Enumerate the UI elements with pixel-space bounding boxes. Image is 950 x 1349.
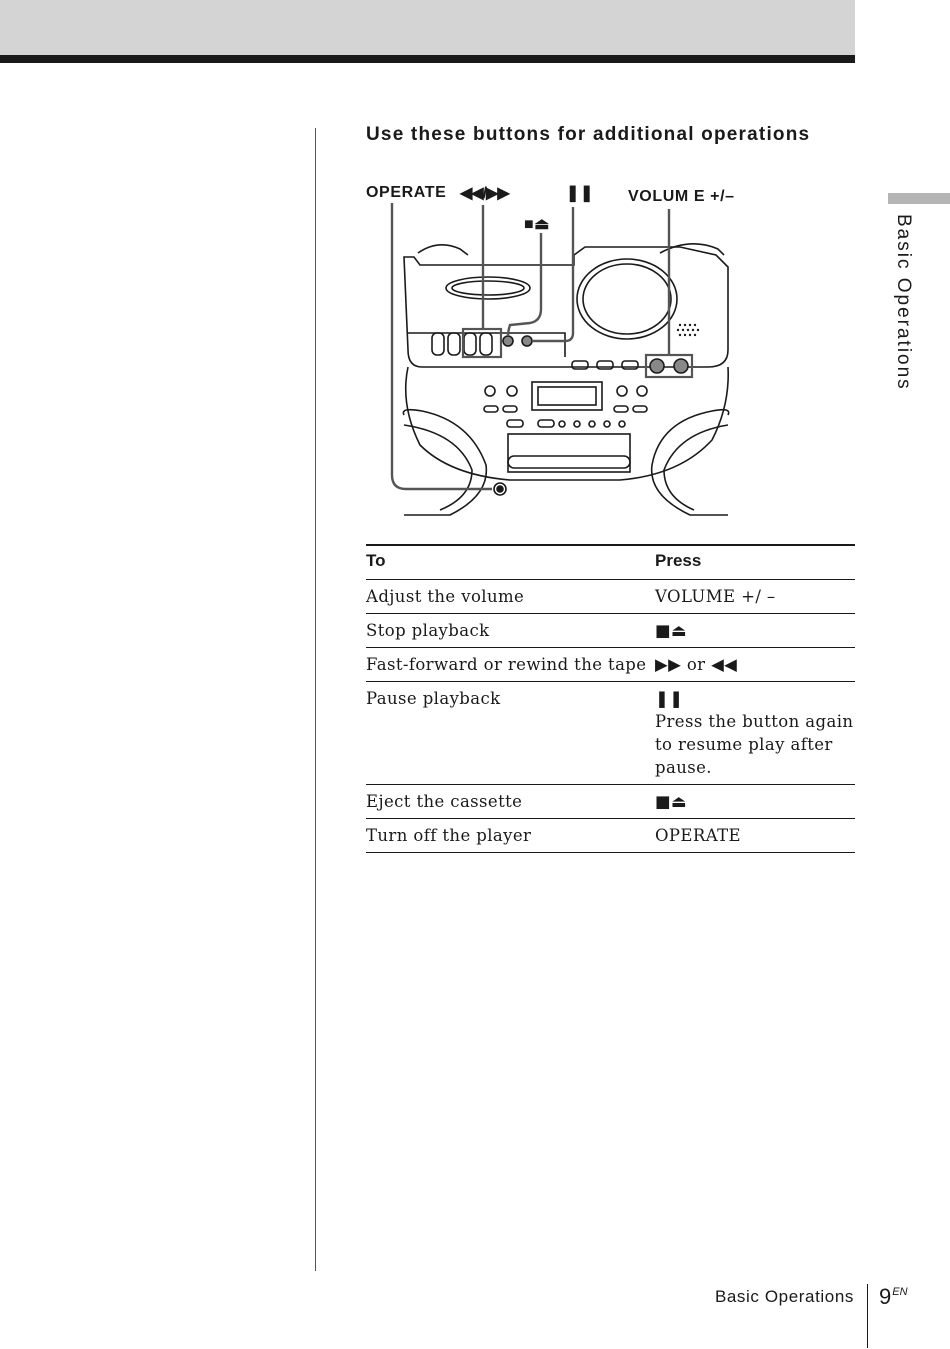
- row-to-cell: Adjust the volume: [366, 587, 525, 606]
- label-pause: ❚❚: [566, 185, 595, 202]
- header-press: Press: [655, 551, 702, 570]
- table-row: [366, 614, 855, 648]
- row-press-cell: [655, 682, 855, 785]
- header-band: [0, 0, 855, 55]
- row-press-cell: ■⏏: [655, 792, 687, 811]
- operations-table: [366, 544, 855, 853]
- pause-symbol: ❚❚: [655, 689, 684, 708]
- footer-section-label: Basic Operations: [714, 1287, 854, 1306]
- header-to: To: [366, 551, 386, 570]
- boombox-illustration-icon: [360, 175, 740, 525]
- section-tab-label: Basic Operations: [893, 214, 914, 391]
- table-row: [366, 648, 855, 682]
- label-stop-eject: ■⏏: [524, 216, 550, 233]
- row-press-cell: ▶▶ or ◀◀: [655, 655, 738, 674]
- row-press-cell: VOLUME +/ –: [655, 587, 776, 606]
- column-divider: [315, 128, 316, 1271]
- footer-divider: [867, 1284, 868, 1348]
- label-rewind-fastforward: ◀◀/▶▶: [460, 185, 509, 202]
- label-operate: OPERATE: [366, 184, 447, 201]
- table-row: [366, 580, 855, 614]
- boombox-diagram: [360, 175, 740, 525]
- section-tab-marker: [888, 193, 950, 204]
- page-number: [879, 1284, 908, 1310]
- table-header-row: [366, 545, 855, 580]
- page-heading: Use these buttons for additional operations: [366, 124, 811, 145]
- label-volume: VOLUM E +/–: [628, 188, 735, 205]
- row-to-cell: Fast-forward or rewind the tape: [366, 655, 647, 674]
- table-row: [366, 682, 855, 785]
- row-to-cell: Eject the cassette: [366, 792, 523, 811]
- page-number-suffix: EN: [892, 1286, 908, 1298]
- row-to-cell: Turn off the player: [366, 826, 532, 845]
- row-to-cell: Stop playback: [366, 621, 490, 640]
- row-press-cell: ■⏏: [655, 621, 687, 640]
- row-press-cell: OPERATE: [655, 826, 741, 845]
- row-to-cell: Pause playback: [366, 689, 501, 708]
- page-number-value: 9: [879, 1284, 892, 1309]
- table-row: [366, 819, 855, 853]
- table-row: [366, 785, 855, 819]
- header-rule: [0, 55, 855, 63]
- pause-note: Press the button again to resume play after pause.: [655, 712, 854, 777]
